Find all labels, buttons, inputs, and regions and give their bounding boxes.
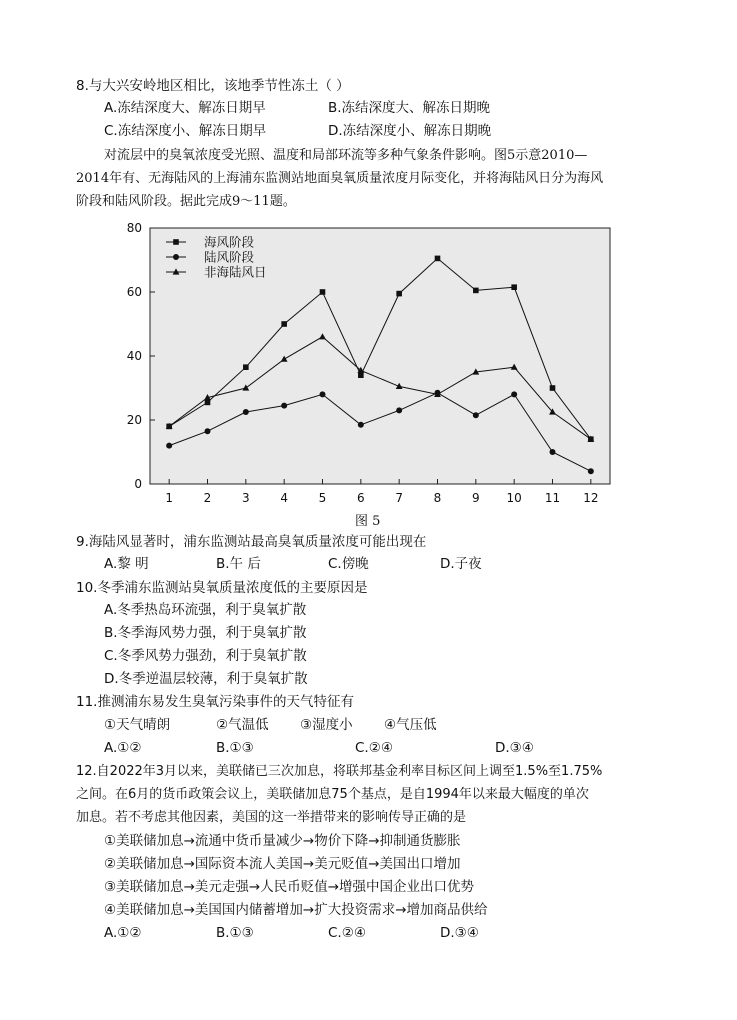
q11-option-b: B.①③ xyxy=(216,740,254,756)
q9-option-a: A.黎 明 xyxy=(104,556,149,572)
figure-caption: 图 5 xyxy=(355,514,381,529)
legend-label-3: 非海陆风日 xyxy=(204,264,267,280)
legend-label-2: 陆风阶段 xyxy=(204,249,255,265)
q11-option-a: A.①② xyxy=(104,740,142,756)
q10-option-b: B.冬季海风势力强，利于臭氧扩散 xyxy=(104,625,307,641)
q12-item-3: ③美联储加息→美元走强→人民币贬值→增强中国企业出口优势 xyxy=(104,879,475,895)
y-tick-label: 40 xyxy=(126,349,142,363)
x-tick-label: 1 xyxy=(165,491,173,505)
series-1-point xyxy=(396,291,402,297)
q8-stem: 8.与大兴安岭地区相比，该地季节性冻土（ ） xyxy=(76,78,350,94)
passage-line-1: 对流层中的臭氧浓度受光照、温度和局部环流等多种气象条件影响。图5示意2010— xyxy=(104,148,588,163)
q12-line-3: 加息。若不考虑其他因素，美国的这一举措带来的影响传导正确的是 xyxy=(76,810,467,825)
q8-option-a: A.冻结深度大、解冻日期早 xyxy=(104,100,266,116)
q12-option-d: D.③④ xyxy=(440,925,479,941)
series-2-point xyxy=(358,422,364,428)
x-tick-label: 12 xyxy=(583,491,599,505)
y-tick-label: 60 xyxy=(126,285,142,299)
series-2-point xyxy=(550,449,556,455)
series-2-point xyxy=(281,403,287,409)
q10-stem: 10.冬季浦东监测站臭氧质量浓度低的主要原因是 xyxy=(76,580,368,596)
q11-option-d: D.③④ xyxy=(495,740,534,756)
q12-item-4: ④美联储加息→美国国内储蓄增加→扩大投资需求→增加商品供给 xyxy=(104,902,488,918)
x-tick-label: 4 xyxy=(280,491,288,505)
x-tick-label: 6 xyxy=(357,491,365,505)
series-1-point xyxy=(205,400,211,406)
series-1-point xyxy=(358,372,364,378)
q9-stem: 9.海陆风显著时，浦东监测站最高臭氧质量浓度可能出现在 xyxy=(76,534,427,550)
q10-option-a: A.冬季热岛环流强，利于臭氧扩散 xyxy=(104,602,307,618)
q12-item-2: ②美联储加息→国际资本流人美国→美元贬值→美国出口增加 xyxy=(104,856,461,872)
q10-option-c: C.冬季风势力强劲，利于臭氧扩散 xyxy=(104,648,307,664)
x-tick-label: 3 xyxy=(242,491,250,505)
series-1-point xyxy=(281,321,287,327)
series-1-point xyxy=(320,289,326,295)
passage-line-3: 阶段和陆风阶段。据此完成9～11题。 xyxy=(76,194,296,209)
q9-option-b: B.午 后 xyxy=(216,556,261,572)
passage-line-2: 2014年有、无海陆风的上海浦东监测站地面臭氧质量浓度月际变化，并将海陆风日分为海风 xyxy=(76,171,604,186)
x-tick-label: 7 xyxy=(395,491,403,505)
q12-item-1: ①美联储加息→流通中货币量减少→物价下降→抑制通货膨胀 xyxy=(104,833,461,849)
q8-option-d: D.冻结深度小、解冻日期晚 xyxy=(328,123,492,139)
q11-item-2: ②气温低 xyxy=(216,717,269,733)
series-2-point xyxy=(473,412,479,418)
x-tick-label: 10 xyxy=(506,491,522,505)
legend-label-1: 海风阶段 xyxy=(204,234,255,250)
legend-marker xyxy=(173,239,179,245)
q11-item-4: ④气压低 xyxy=(384,717,437,733)
q12-line-2: 之间。在6月的货币政策会议上，美联储加息75个基点，是自1994年以来最大幅度的单次 xyxy=(76,787,589,802)
q12-option-c: C.②④ xyxy=(328,925,366,941)
x-tick-label: 8 xyxy=(433,491,442,505)
q11-option-c: C.②④ xyxy=(355,740,393,756)
series-2-point xyxy=(588,468,594,474)
ozone-line-chart xyxy=(118,222,618,512)
y-tick-label: 20 xyxy=(126,413,142,427)
series-2-point xyxy=(511,391,517,397)
q8-option-b: B.冻结深度大、解冻日期晚 xyxy=(328,100,491,116)
series-1-point xyxy=(511,284,517,290)
q11-item-3: ③湿度小 xyxy=(300,717,353,733)
series-2-point xyxy=(166,443,172,449)
series-1-point xyxy=(435,256,441,262)
q9-option-d: D.子夜 xyxy=(440,556,482,572)
x-tick-label: 11 xyxy=(544,491,561,505)
q12-line-1: 12.自2022年3月以来，美联储已三次加息，将联邦基金利率目标区间上调至1.5%至1.75% xyxy=(76,764,603,779)
q12-option-b: B.①③ xyxy=(216,925,254,941)
x-tick-label: 2 xyxy=(203,491,212,505)
series-1-point xyxy=(473,288,479,294)
q12-option-a: A.①② xyxy=(104,925,142,941)
series-1-point xyxy=(243,364,249,370)
q11-item-1: ①天气晴朗 xyxy=(104,717,171,733)
series-2-point xyxy=(396,407,402,413)
q11-stem: 11.推测浦东易发生臭氧污染事件的天气特征有 xyxy=(76,694,354,710)
q9-option-c: C.傍晚 xyxy=(328,556,369,572)
series-2-point xyxy=(205,428,211,434)
series-2-point xyxy=(320,391,326,397)
y-tick-label: 80 xyxy=(126,222,142,235)
q10-option-d: D.冬季逆温层较薄，利于臭氧扩散 xyxy=(104,671,308,687)
y-tick-label: 0 xyxy=(134,477,142,491)
x-tick-label: 5 xyxy=(318,491,327,505)
series-2-point xyxy=(243,409,249,415)
x-tick-label: 9 xyxy=(472,491,480,505)
series-1-point xyxy=(550,385,556,391)
legend-marker xyxy=(173,254,179,260)
q8-option-c: C.冻结深度小、解冻日期早 xyxy=(104,123,267,139)
